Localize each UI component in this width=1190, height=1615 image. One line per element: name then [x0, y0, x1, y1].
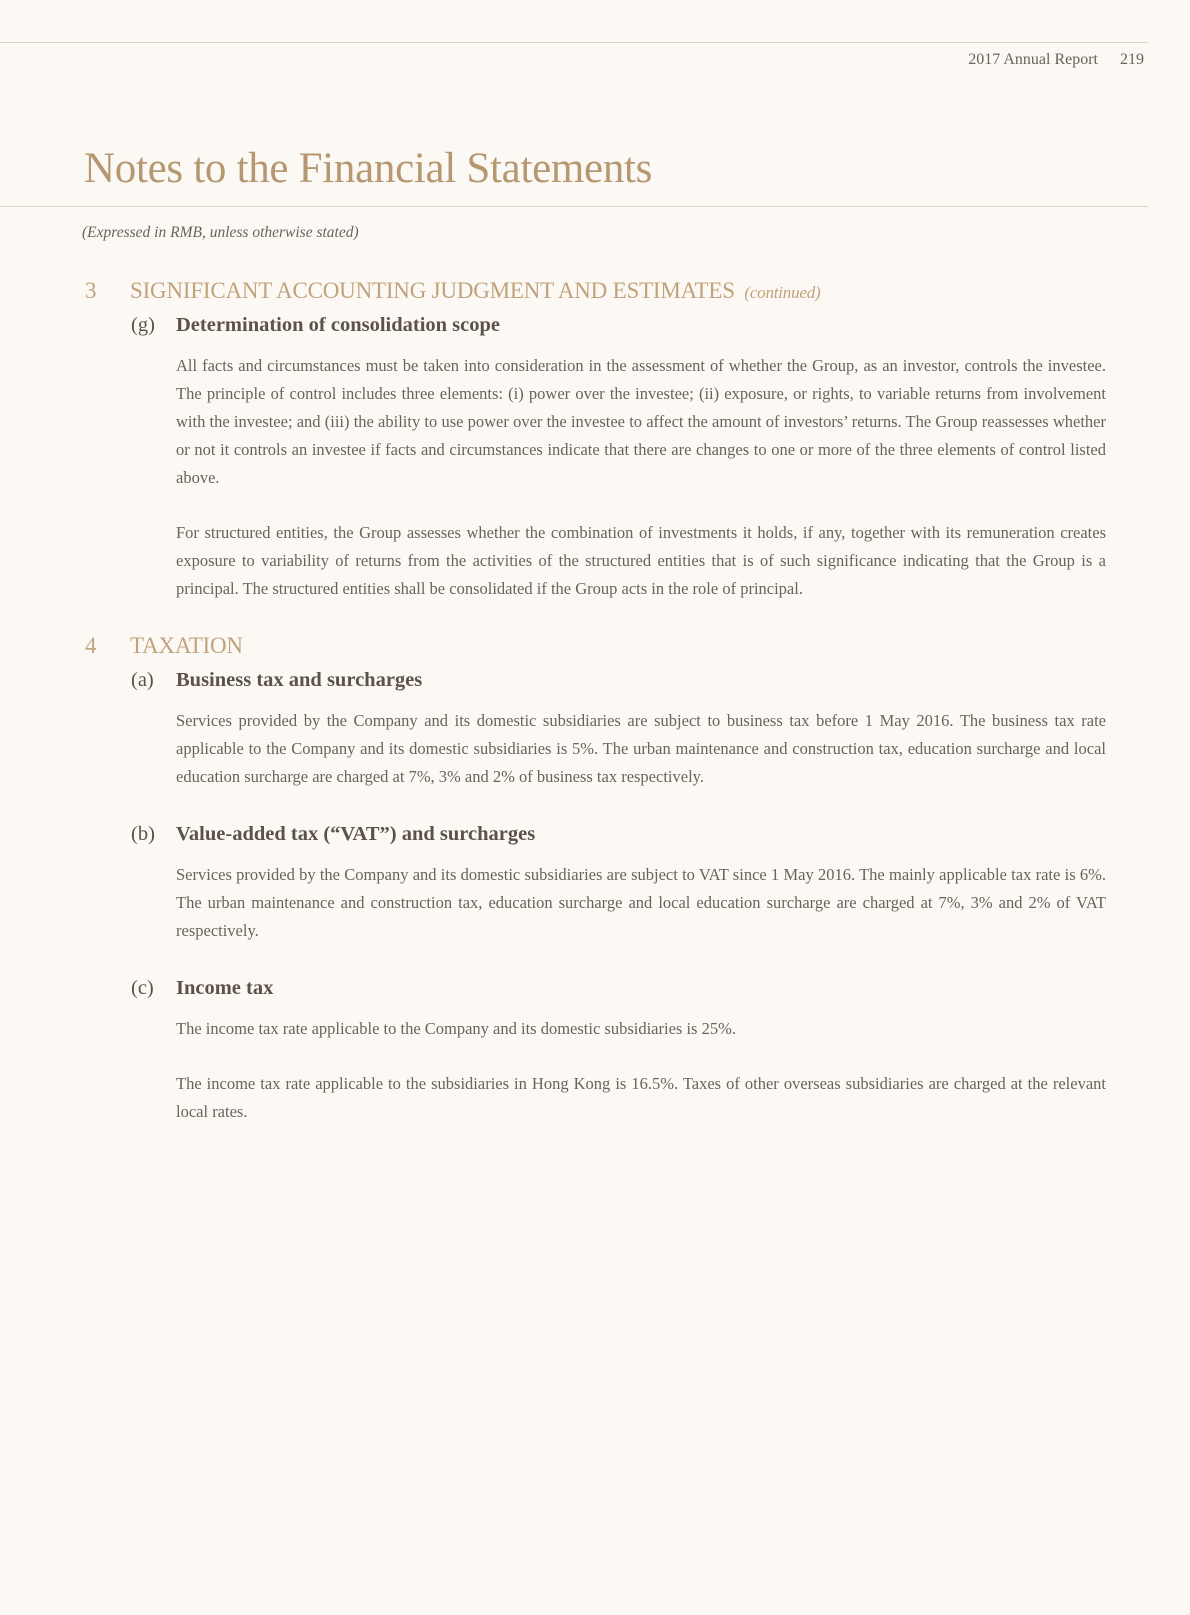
- title-divider: [0, 206, 1148, 207]
- subsection-letter: (c): [131, 977, 154, 999]
- subsection-heading-3g: [0, 314, 1190, 352]
- notes-content: [0, 278, 1190, 1126]
- paragraph: All facts and circumstances must be taken into consideration in the assessment of whether the Group, as an investor, controls the investee. The principle of control includes three elements: (i) power over the investee; (ii) exposure, or rights, to variable returns from involvement with the investee; and (iii) the ability to use power over the investee to affect the amount of investors’ returns. The Group reassesses whether or not it controls an investee if facts and circumstances indicate that there are changes to one or more of the three elements of control listed above.: [176, 356, 1106, 487]
- page-subtitle: (Expressed in RMB, unless otherwise stated): [82, 224, 359, 241]
- subsection-heading-4a: [0, 669, 1190, 707]
- subsection-title: Value-added tax (“VAT”) and surcharges: [176, 823, 536, 845]
- section-heading-3: [0, 278, 1190, 314]
- running-header: [968, 51, 1144, 69]
- subsection-letter: (b): [131, 823, 155, 845]
- page-title: Notes to the Financial Statements: [84, 145, 653, 192]
- section-title: TAXATION: [130, 633, 243, 658]
- subsection-letter: (a): [131, 669, 154, 691]
- subsection-letter: (g): [131, 314, 155, 336]
- paragraph: The income tax rate applicable to the Company and its domestic subsidiaries is 25%.: [176, 1019, 736, 1038]
- paragraph: For structured entities, the Group assesses whether the combination of investments it holds, if any, together with its remuneration creates exposure to variability of returns from the activities of the structured entities that is of such significance indicating that the Group is a principal. The structured entities shall be consolidated if the Group acts in the role of principal.: [176, 523, 1106, 598]
- top-divider: [0, 42, 1148, 43]
- paragraph: Services provided by the Company and its domestic subsidiaries are subject to business tax before 1 May 2016. The business tax rate applicable to the Company and its domestic subsidiaries is 5%. The urban maintenance and construction tax, education surcharge and local education surcharge are charged at 7%, 3% and 2% of business tax respectively.: [176, 711, 1106, 786]
- section-title-text: SIGNIFICANT ACCOUNTING JUDGMENT AND ESTIMATES: [130, 278, 735, 303]
- page-number: 219: [1120, 51, 1144, 68]
- paragraph: The income tax rate applicable to the subsidiaries in Hong Kong is 16.5%. Taxes of other overseas subsidiaries are charged at the relevant local rates.: [176, 1074, 1106, 1121]
- paragraph: Services provided by the Company and its domestic subsidiaries are subject to VAT since 1 May 2016. The mainly applicable tax rate is 6%. The urban maintenance and construction tax, education surcharge and local education surcharge are charged at 7%, 3% and 2% of VAT respectively.: [176, 865, 1106, 940]
- subsection-title: Business tax and surcharges: [176, 669, 423, 691]
- subsection-heading-4c: [0, 977, 1190, 1015]
- subsection-heading-4b: [0, 823, 1190, 861]
- section-title: [130, 278, 821, 304]
- subsection-title: Determination of consolidation scope: [176, 314, 500, 336]
- section-number: 3: [85, 278, 97, 303]
- section-heading-4: [0, 633, 1190, 669]
- report-title: 2017 Annual Report: [968, 51, 1098, 68]
- subsection-title: Income tax: [176, 977, 274, 999]
- section-number: 4: [85, 633, 97, 658]
- continued-label: (continued): [744, 283, 821, 302]
